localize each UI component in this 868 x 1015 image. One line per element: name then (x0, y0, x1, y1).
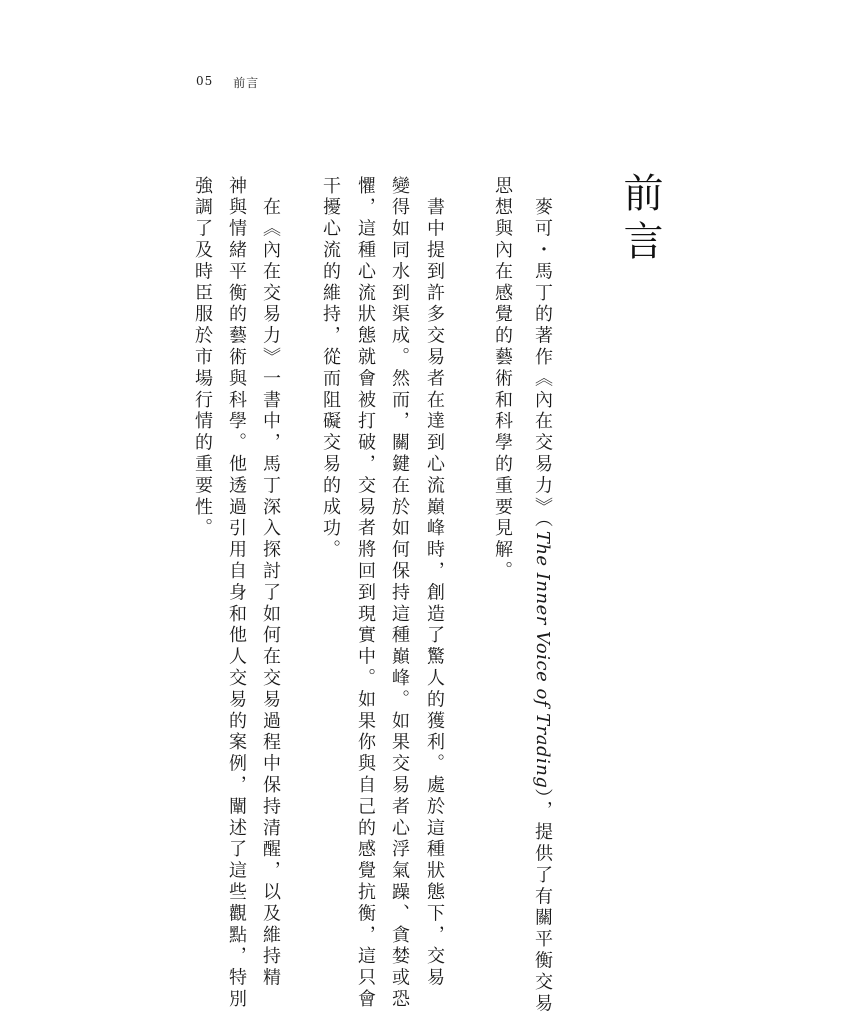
text-column-3 (420, 176, 449, 989)
column-text: 書中提到許多交易者在達到心流巔峰時，創造了驚人的獲利。處於這種狀態下，交易 (424, 176, 445, 990)
text-column-4 (385, 176, 414, 1011)
column-text: 在《內在交易力》一書中，馬丁深入探討了如何在交易過程中保持清醒，以及維持精 (260, 176, 281, 990)
column-text: 強調了及時臣服於市場行情的重要性。 (192, 176, 213, 540)
text-column-7 (256, 176, 285, 989)
text-column-2 (488, 176, 517, 583)
english-title: The Inner Voice of Trading (532, 530, 553, 789)
text-column-1 (528, 176, 557, 1015)
text-column-6 (316, 176, 345, 561)
running-header (196, 74, 259, 91)
text-column-9 (188, 176, 217, 540)
text-column-5 (351, 176, 380, 1011)
running-title: 前言 (233, 76, 260, 90)
column-text: 神與情緒平衡的藝術與科學。他透過引用自身和他人交易的案例，闡述了這些觀點，特別 (226, 176, 247, 1011)
column-text: 麥可・馬丁的著作《內在交易力》（ (532, 176, 553, 531)
column-text: 干擾心流的維持，從而阻礙交易的成功。 (320, 176, 341, 562)
column-text: 懼，這種心流狀態就會被打破，交易者將回到現實中。如果你與自己的感覺抗衡，這只會 (355, 176, 376, 1011)
text-column-8 (222, 176, 251, 1011)
page-number: 05 (196, 74, 214, 88)
chapter-heading: 前言 (617, 172, 663, 268)
column-text-tail: ），提供了有關平衡交易 (532, 788, 553, 1015)
column-text: 思想與內在感覺的藝術和科學的重要見解。 (492, 176, 513, 583)
column-text: 變得如同水到渠成。然而，關鍵在於如何保持這種巔峰。如果交易者心浮氣躁、貪婪或恐 (389, 176, 410, 1011)
